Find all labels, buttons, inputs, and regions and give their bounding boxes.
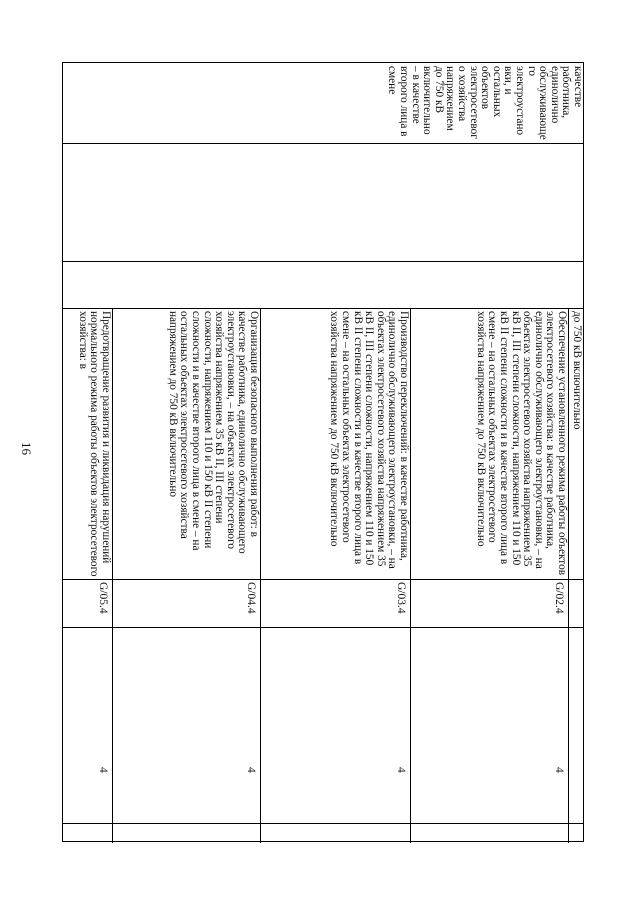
page-number: 16 [19, 442, 34, 455]
function-code: G/02.4 [553, 582, 565, 614]
qualification-level: 4 [553, 767, 565, 773]
column-divider [63, 261, 583, 262]
column-divider [63, 143, 583, 144]
row-divider [112, 308, 113, 843]
column-divider [63, 823, 583, 824]
qualification-table [62, 62, 584, 842]
row-divider [260, 308, 261, 843]
qualification-level: 4 [97, 767, 109, 773]
function-cell: Организация безопасного выполнения работ: в качестве работника, единолично обслуживающего электроустановки, – на объектах электросетевого хозяйства напряжением 35 кВ II, III степени сложности, напряжением 110 и 150 кВ II степени сложности и в качестве второго лица в смене – на остальных объектах электросетевого хозяйства напряжением до 750 кВ включительно [166, 311, 260, 554]
function-code: G/05.4 [97, 582, 109, 614]
row-divider [568, 308, 569, 843]
column-divider [63, 627, 583, 628]
function-code: G/03.4 [395, 582, 407, 614]
column-divider [63, 579, 583, 580]
function-code: G/04.4 [245, 582, 257, 614]
qualification-level: 4 [245, 767, 257, 773]
column-divider [63, 308, 583, 309]
generalized-function-cell: качестве работника, единолично обслуживающего электроустановки, и остальных объектов электросетевого хозяйства напряжением до 750 кВ включительно – в качестве второго лица в смене [386, 66, 584, 140]
row-divider [410, 308, 411, 843]
function-cell: до 750 кВ включительно [571, 311, 583, 430]
function-cell: Производство переключений: в качестве работника, единолично обслуживающего электроустановки, – на объектах электросетевого хозяйства напряжением 35 кВ II, III степени сложности, напряжением 110 и 150 кВ II степени сложности и в качестве второго лица в смене – на остальных объектах электросетевого хозяйства напряжением до 750 кВ включительно [328, 311, 410, 569]
function-cell: Предотвращение развития и ликвидация нарушений нормального режима работы объектов электросетевого хозяйства: в [76, 311, 112, 577]
function-cell: Обеспечение установленного режима работы объектов электросетевого хозяйства: в качестве работника, единолично обслуживающего электроустановки, – на объектах электросетевого хозяйства напряжением 35 кВ II, III степени сложности, напряжением 110 и 150 кВ II степени сложности и в качестве второго лица в смене – на остальных объектах электросетевого хозяйства напряжением до 750 кВ включительно [474, 311, 568, 576]
qualification-level: 4 [395, 767, 407, 773]
